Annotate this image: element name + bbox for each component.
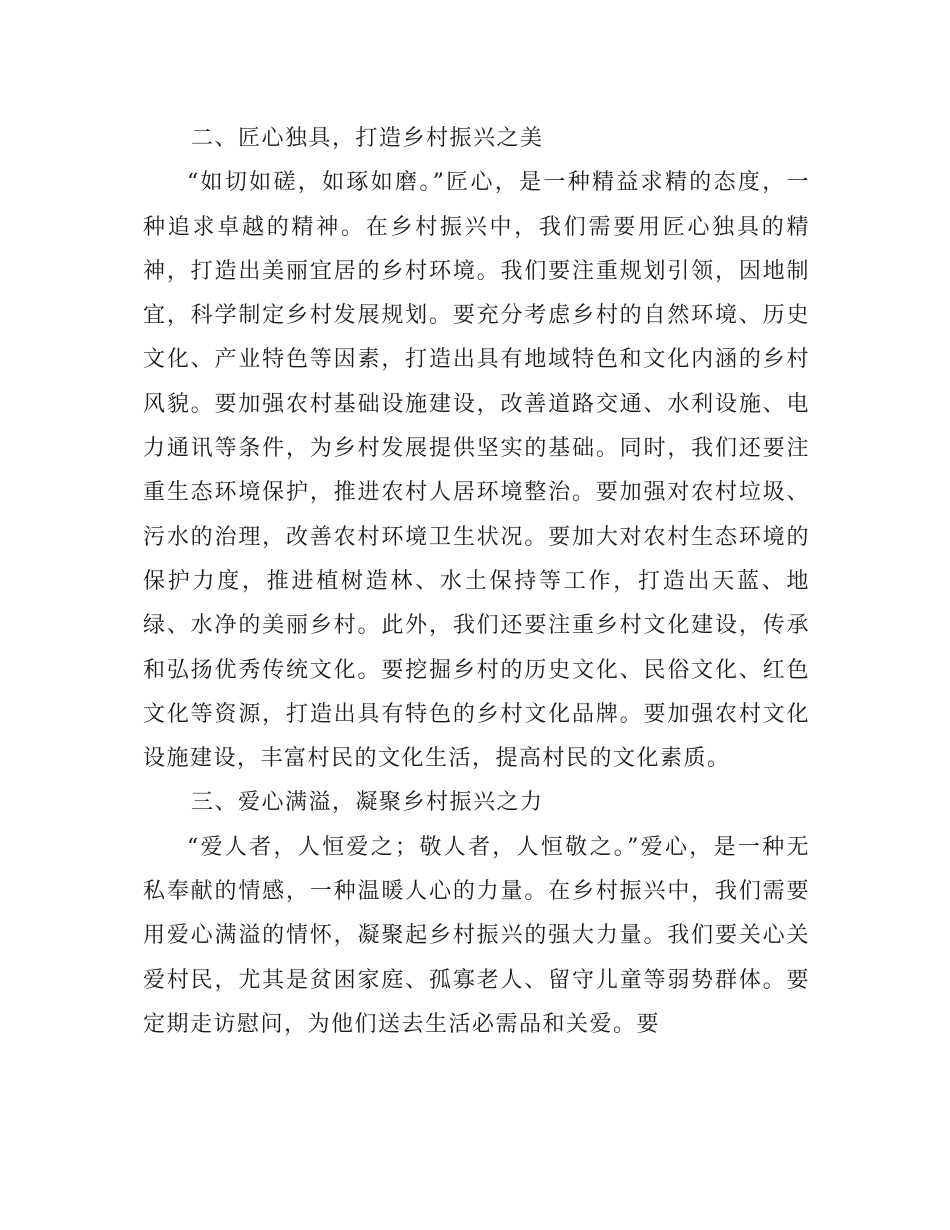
document-body xyxy=(143,117,810,1047)
section-heading-2: 二、匠心独具，打造乡村振兴之美 xyxy=(191,126,544,151)
section-heading-3: 三、爱心满溢，凝聚乡村振兴之力 xyxy=(191,790,544,816)
section-paragraph-2: “如切如磋，如琢如磨。”匠心，是一种精益求精的态度，一种追求卓越的精神。在乡村振兴中，我们需要用匠心独具的精神，打造出美丽宜居的乡村环境。我们要注重规划引领，因地制宜，科学制定乡村发展规划。要充分考虑乡村的自然环境、历史文化、产业特色等因素，打造出具有地域特色和文化内涵的乡村风貌。要加强农村基础设施建设，改善道路交通、水利设施、电力通讯等条件，为乡村发展提供坚实的基础。同时，我们还要注重生态环境保护，推进农村人居环境整治。要加强对农村垃圾、污水的治理，改善农村环境卫生状况。要加大对农村生态环境的保护力度，推进植树造林、水土保持等工作，打造出天蓝、地绿、水净的美丽乡村。此外，我们还要注重乡村文化建设，传承和弘扬优秀传统文化。要挖掘乡村的历史文化、民俗文化、红色文化等资源，打造出具有特色的乡村文化品牌。要加强农村文化设施建设，丰富村民的文化生活，提高村民的文化素质。 xyxy=(143,170,810,772)
section-paragraph-3: “爱人者，人恒爱之；敬人者，人恒敬之。”爱心，是一种无私奉献的情感，一种温暖人心的力量。在乡村振兴中，我们需要用爱心满溢的情怀，凝聚起乡村振兴的强大力量。我们要关心关爱村民，尤其是贫困家庭、孤寡老人、留守儿童等弱势群体。要定期走访慰问，为他们送去生活必需品和关爱。要 xyxy=(143,834,810,1037)
